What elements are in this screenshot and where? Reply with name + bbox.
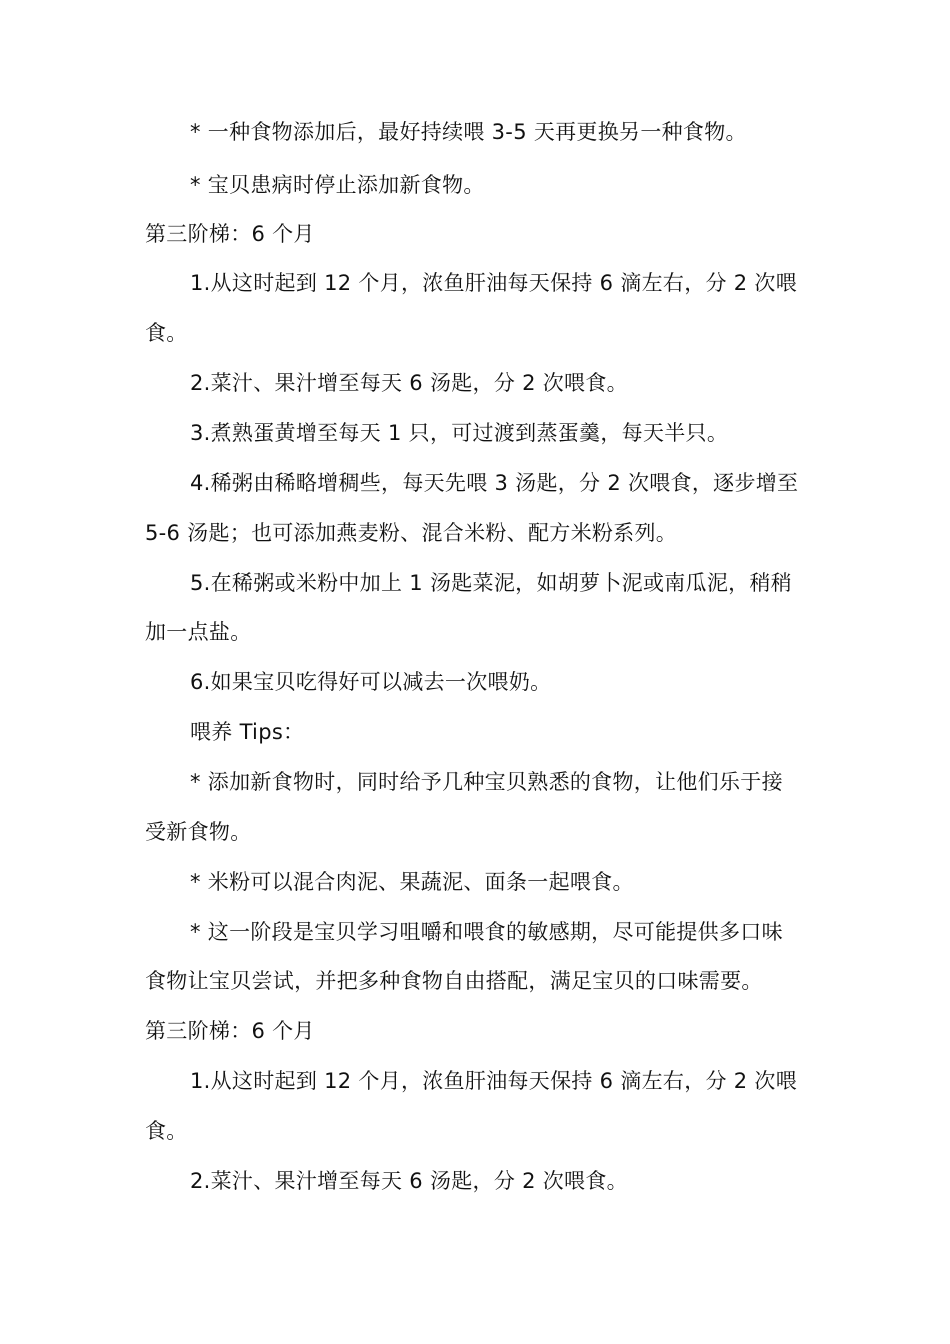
bullet-line: * 一种食物添加后，最好持续喂 3-5 天再更换另一种食物。 [190, 120, 747, 144]
bullet-line: * 添加新食物时，同时给予几种宝贝熟悉的食物，让他们乐于接 [190, 770, 783, 794]
continuation-line: 食。 [145, 1119, 188, 1143]
numbered-line: 2.菜汁、果汁增至每天 6 汤匙，分 2 次喂食。 [190, 1169, 628, 1193]
numbered-line: 1.从这时起到 12 个月，浓鱼肝油每天保持 6 滴左右，分 2 次喂 [190, 271, 798, 295]
numbered-line: 5.在稀粥或米粉中加上 1 汤匙菜泥，如胡萝卜泥或南瓜泥，稍稍 [190, 571, 793, 595]
section-heading: 第三阶梯：6 个月 [145, 1019, 315, 1043]
continuation-line: 受新食物。 [145, 820, 252, 844]
numbered-line: 3.煮熟蛋黄增至每天 1 只，可过渡到蒸蛋羹，每天半只。 [190, 421, 729, 445]
bullet-line: * 米粉可以混合肉泥、果蔬泥、面条一起喂食。 [190, 870, 634, 894]
bullet-line: * 这一阶段是宝贝学习咀嚼和喂食的敏感期，尽可能提供多口味 [190, 920, 783, 944]
continuation-line: 加一点盐。 [145, 620, 252, 644]
continuation-line: 食。 [145, 321, 188, 345]
numbered-line: 6.如果宝贝吃得好可以减去一次喂奶。 [190, 670, 552, 694]
bullet-line: * 宝贝患病时停止添加新食物。 [190, 173, 485, 197]
continuation-line: 食物让宝贝尝试，并把多种食物自由搭配，满足宝贝的口味需要。 [145, 969, 763, 993]
numbered-line: 1.从这时起到 12 个月，浓鱼肝油每天保持 6 滴左右，分 2 次喂 [190, 1069, 798, 1093]
numbered-line: 2.菜汁、果汁增至每天 6 汤匙，分 2 次喂食。 [190, 371, 628, 395]
numbered-line: 4.稀粥由稀略增稠些，每天先喂 3 汤匙，分 2 次喂食，逐步增至 [190, 471, 799, 495]
section-heading: 第三阶梯：6 个月 [145, 222, 315, 246]
tips-heading: 喂养 Tips： [190, 720, 305, 744]
continuation-line: 5-6 汤匙；也可添加燕麦粉、混合米粉、配方米粉系列。 [145, 521, 678, 545]
